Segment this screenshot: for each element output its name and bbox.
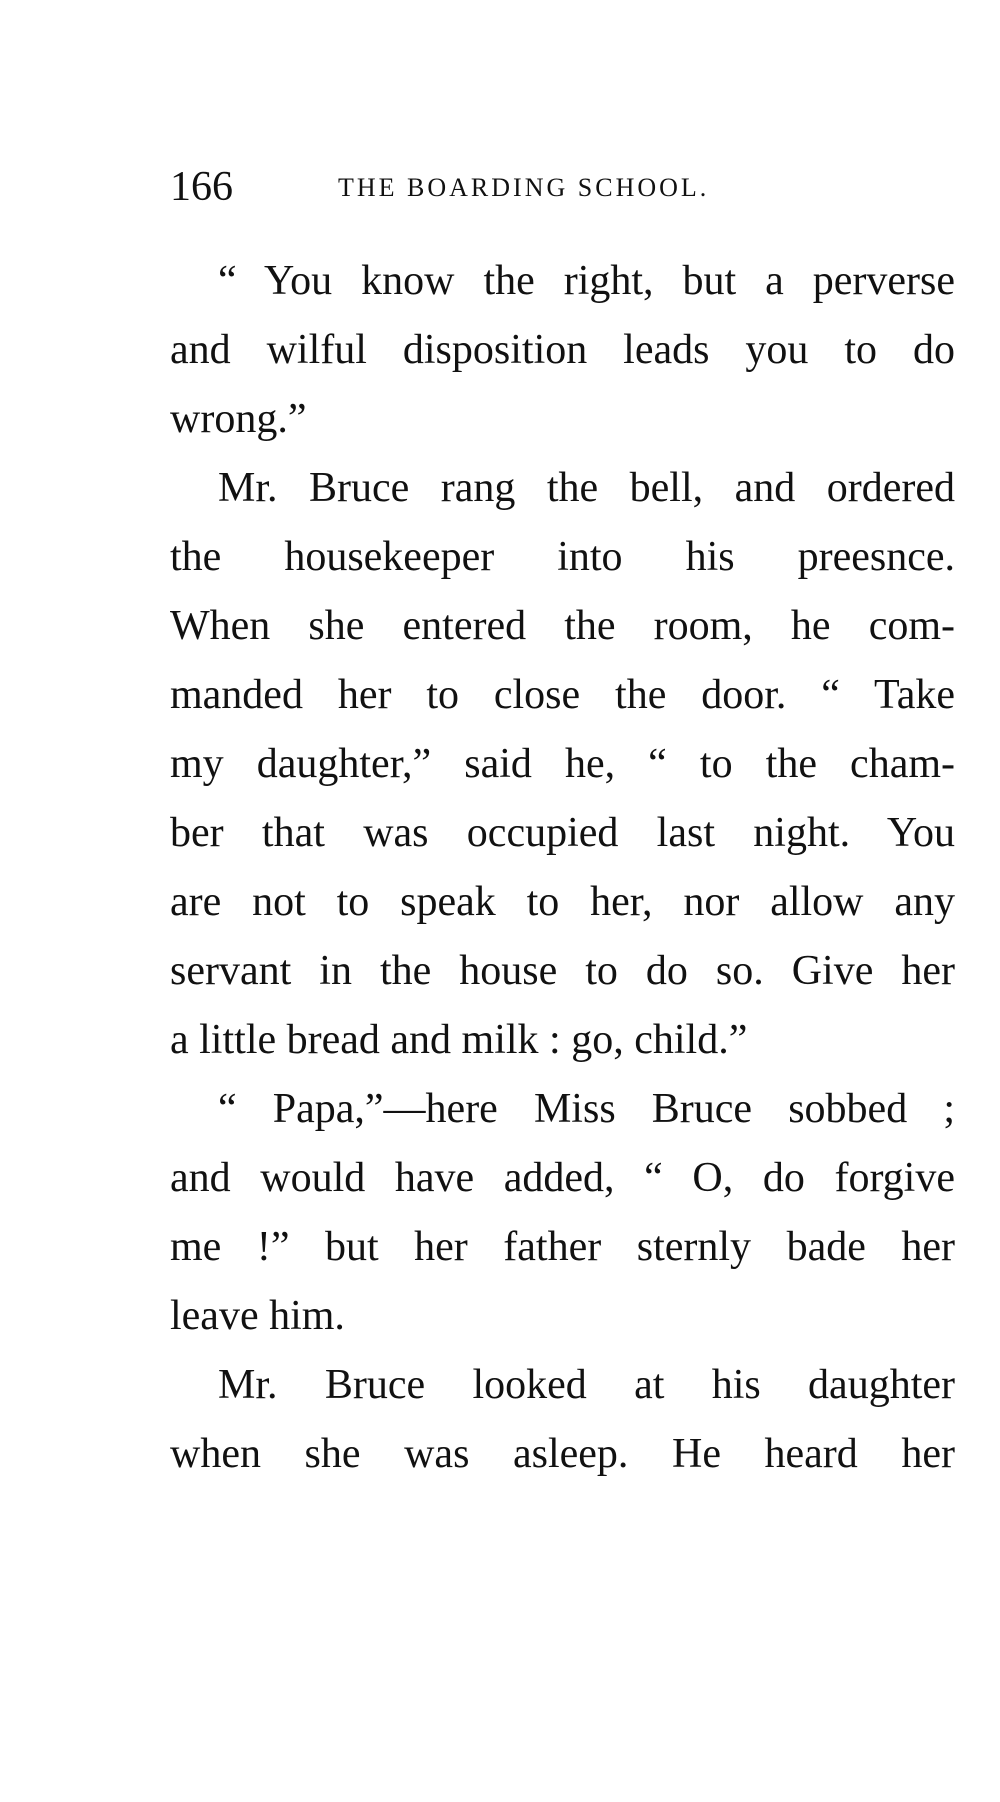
paragraph-3: [170, 1075, 955, 1351]
text-line: when she was asleep. He heard her: [170, 1431, 955, 1477]
text-line: my daughter,” said he, “ to the cham-: [170, 741, 955, 787]
text-line: and would have added, “ O, do forgive: [170, 1155, 955, 1201]
text-line: When she entered the room, he com-: [170, 603, 955, 649]
paragraph-1: [170, 247, 955, 454]
text-line: a little bread and milk : go, child.”: [170, 1017, 748, 1063]
text-line: Mr. Bruce looked at his daughter: [218, 1362, 955, 1408]
text-line: Mr. Bruce rang the bell, and ordered: [218, 465, 955, 511]
text-line: servant in the house to do so. Give her: [170, 948, 955, 994]
text-line: manded her to close the door. “ Take: [170, 672, 955, 718]
running-title: THE BOARDING SCHOOL.: [338, 173, 710, 202]
paragraph-4: [170, 1351, 955, 1489]
text-line: ber that was occupied last night. You: [170, 810, 955, 856]
text-line: the housekeeper into his preesnce.: [170, 534, 955, 580]
running-head: [170, 162, 960, 212]
text-line: leave him.: [170, 1293, 345, 1339]
text-line: “ Papa,”—here Miss Bruce sobbed ;: [218, 1086, 955, 1132]
text-line: wrong.”: [170, 396, 307, 442]
body-text: [170, 247, 955, 1489]
text-line: are not to speak to her, nor allow any: [170, 879, 955, 925]
page-number: 166: [170, 164, 233, 210]
text-line: me !” but her father sternly bade her: [170, 1224, 955, 1270]
text-line: and wilful disposition leads you to do: [170, 327, 955, 373]
paragraph-2: [170, 454, 955, 1075]
text-line: “ You know the right, but a perverse: [218, 258, 955, 304]
